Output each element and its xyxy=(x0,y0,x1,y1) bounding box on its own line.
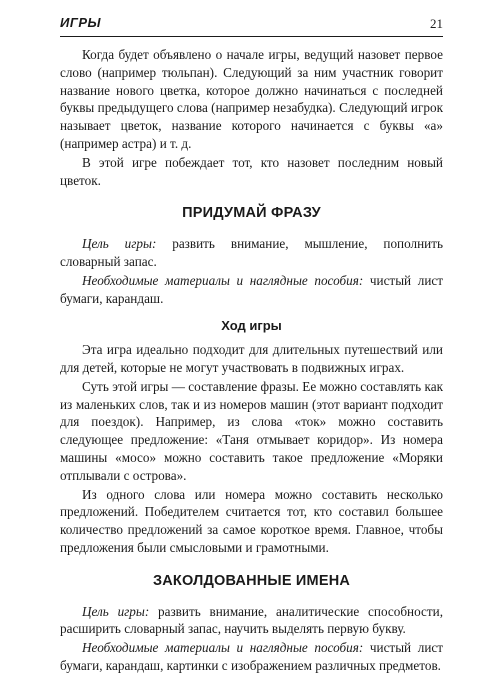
page-content xyxy=(60,46,443,675)
section-title: ЗАКОЛДОВАННЫЕ ИМЕНА xyxy=(152,572,351,589)
body-paragraph: Суть этой игры — составление фразы. Ее можно составлять как из маленьких слов, так и из номеров машин (этот вариант подходит для поездок). Например, из слова «ток» можно составить следующее предложение: «Таня отмывает коридор». Из номера машины «мосо» можно составить такое предложение «Моряки отплывали с острова». xyxy=(60,378,443,483)
goal-paragraph xyxy=(60,603,443,639)
goal-label: Цель игры: xyxy=(82,603,150,619)
materials-label: Необходимые материалы и наглядные пособия: xyxy=(82,272,364,288)
running-title: ИГРЫ xyxy=(60,15,101,30)
materials-text: чистый лист бумаги, карандаш, картинки с изображением различных предметов. xyxy=(60,640,443,673)
materials-text: чистый лист бумаги, карандаш. xyxy=(60,272,443,306)
goal-text: развить внимание, аналитические способности, расширить словарный запас, научить выделять первую букву. xyxy=(60,603,443,637)
goal-label: Цель игры: xyxy=(82,236,157,252)
page-number: 21 xyxy=(430,16,443,31)
materials-paragraph xyxy=(60,272,443,308)
goal-paragraph xyxy=(60,235,443,271)
section-title: ПРИДУМАЙ ФРАЗУ xyxy=(182,205,321,222)
intro-paragraph: Когда будет объявлено о начале игры, ведущий назовет первое слово (например тюльпан). Следующий за ним участник говорит название нового цветка, которое должно начинаться с последней буквы предыдущего слова (например незабудка). Следующий игрок называет цветок, название которого начинается с буквы «а» (например астра) и т. д. xyxy=(60,47,443,151)
section-subtitle: Ход игры xyxy=(221,318,282,334)
body-paragraph: Из одного слова или номера можно составить несколько предложений. Победителем считается тот, кто составил большее количество предложений за самое короткое время. Главное, чтобы предложения были смысловыми и грамотными. xyxy=(60,486,443,555)
goal-text: развить внимание, мышление, пополнить словарный запас. xyxy=(60,236,443,269)
body-paragraph: Эта игра идеально подходит для длительных путешествий или для детей, которые не могут участвовать в подвижных играх. xyxy=(60,342,443,375)
materials-paragraph xyxy=(60,639,443,675)
page-header xyxy=(60,14,443,37)
intro-paragraph: В этой игре побеждает тот, кто назовет последним новый цветок. xyxy=(60,154,443,188)
materials-label: Необходимые материалы и наглядные пособия: xyxy=(82,640,364,656)
